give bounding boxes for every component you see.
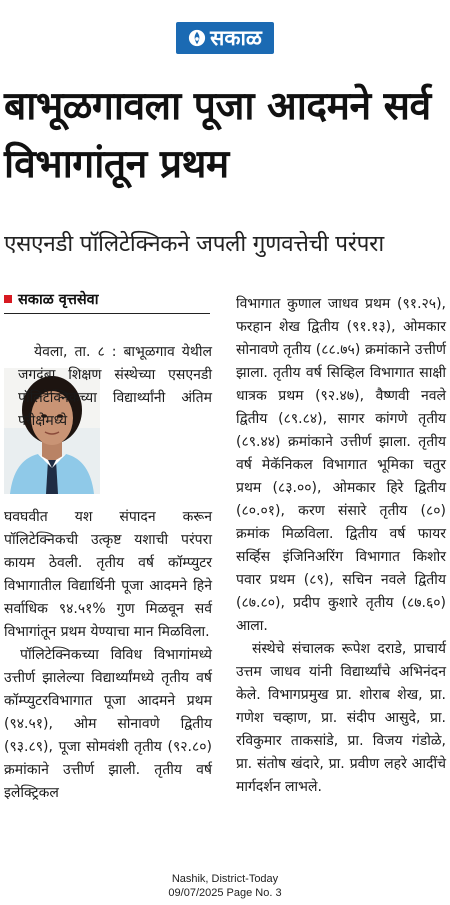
page-footer bbox=[0, 872, 450, 900]
article-subheadline: एसएनडी पॉलिटेक्निकने जपली गुणवत्तेची परंपरा bbox=[4, 231, 384, 257]
byline-divider bbox=[4, 313, 210, 314]
newspaper-masthead bbox=[176, 22, 274, 54]
article-column-left bbox=[4, 506, 212, 805]
paragraph-text: घवघवीत यश संपादन करून पॉलिटेक्निकची उत्कृष्ट यशाची परंपरा कायम ठेवली. तृतीय वर्ष कॉम्प्युटर विभागातील विद्यार्थिनी पूजा आदमने हिने सर्वाधिक ९४.५१% गुण मिळवून सर्व विभागांतून प्रथम येण्याचा मान मिळविला. bbox=[4, 509, 212, 640]
paragraph-text: संस्थेचे संचालक रूपेश दराडे, प्राचार्य उत्तम जाधव यांनी विद्यार्थ्यांचे अभिनंदन केले. विभागप्रमुख प्रा. शोराब शेख, प्रा. गणेश चव्हाण, प्रा. संदीप आसुदे, प्रा. रविकुमार ताकसांडे, प्रा. विजय गंडोळे, प्रा. संतोष खंदारे, प्रा. प्रवीण लहरे आदींचे मार्गदर्शन लाभले. bbox=[236, 641, 446, 795]
article-paragraph-1-top bbox=[18, 341, 212, 433]
footer-date-page: 09/07/2025 Page No. 3 bbox=[168, 887, 282, 899]
article-headline: बाभूळगावला पूजा आदमने सर्व विभागांतून प्रथम bbox=[4, 84, 431, 187]
sakal-logo-icon bbox=[188, 29, 206, 47]
byline bbox=[4, 287, 210, 311]
article-column-right bbox=[236, 293, 446, 799]
footer-edition: Nashik, District-Today bbox=[171, 873, 279, 885]
paragraph-text: येवला, ता. ८ : बाभूळगाव येथील जगदंबा शिक्षण संस्थेच्या एसएनडी पॉलिटेक्निकच्या विद्यार्थ्यांनी अंतिम परीक्षेमध्ये bbox=[18, 344, 212, 429]
byline-text: सकाळ वृत्तसेवा bbox=[18, 292, 99, 308]
masthead-brand: सकाळ bbox=[210, 25, 262, 50]
paragraph-text: विभागात कुणाल जाधव प्रथम (९१.२५), फरहान शेख द्वितीय (९१.१३), ओमकार सोनावणे तृतीय (८८.७५) क्रमांकाने उत्तीर्ण झाला. तृतीय वर्ष सिव्हिल विभागात साक्षी धात्रक प्रथम (९२.४७), वैष्णवी नवले द्वितीय (८९.८४), सागर कांगणे तृतीय (८९.४४) क्रमांकाने उत्तीर्ण झाला. तृतीय वर्ष मेकॅनिकल विभागात भूमिका चतुर प्रथम (८३.००), ओमकार हिरे द्वितीय (८०.०१), करण संसारे तृतीय (८०) क्रमांक मिळविला. द्वितीय वर्ष फायर सर्व्हिस इंजिनिअरिंग विभागात किशोर पवार प्रथम (८९), सचिन नवले द्वितीय (८७.८०), प्रदीप कुशारे तृतीय (८७.६०) आला. bbox=[236, 296, 446, 634]
paragraph-text: पॉलिटेक्निकच्या विविध विभागांमध्ये उत्तीर्ण झालेल्या विद्यार्थ्यांमध्ये तृतीय वर्ष कॉम्प्युटरविभागात पूजा आदमने प्रथम (९४.५१), ओम सोनावणे द्वितीय (९३.८९), पूजा सोमवंशी तृतीय (९२.८०) क्रमांकाने उत्तीर्ण झाली. तृतीय वर्ष इलेक्ट्रिकल bbox=[4, 647, 212, 801]
byline-marker bbox=[4, 295, 12, 303]
